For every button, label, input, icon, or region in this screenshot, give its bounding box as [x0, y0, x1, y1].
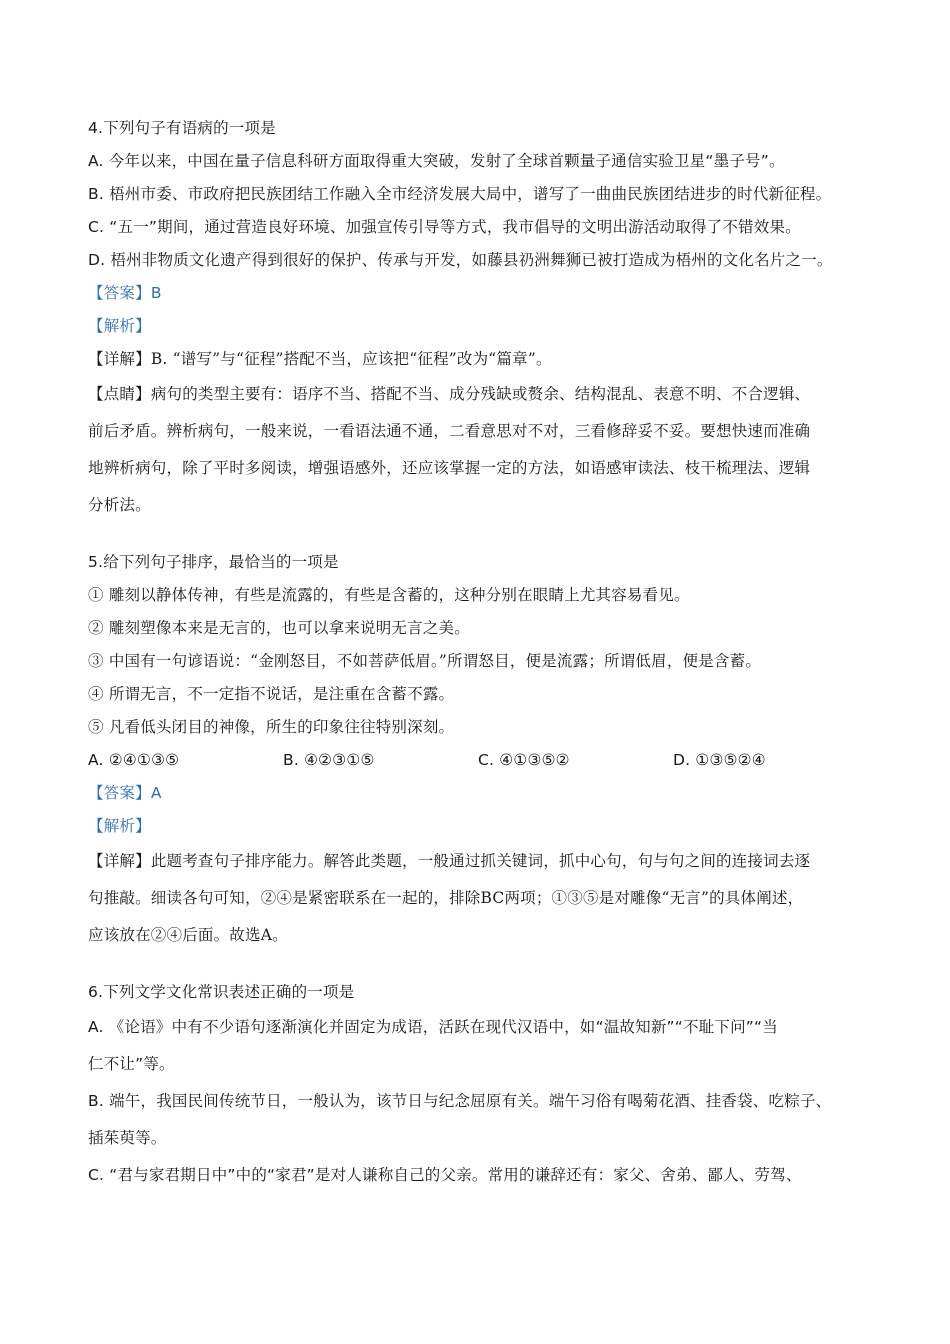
q4-option-b: B. 梧州市委、市政府把民族团结工作融入全市经济发展大局中，谱写了一曲曲民族团结进步的时代新征程。	[88, 185, 832, 203]
q4-detail	[88, 343, 878, 376]
q5-sentence-4: ④ 所谓无言，不一定指不说话，是注重在含蓄不露。	[88, 685, 455, 703]
q5-answer-value: A	[150, 784, 162, 802]
q4-answer	[88, 277, 878, 310]
q4-tip-label: 【点睛】	[88, 385, 151, 403]
q4-tip-line-4: 分析法。	[88, 496, 151, 514]
q6-stem: 6.下列文学文化常识表述正确的一项是	[88, 983, 355, 1001]
q5-stem: 5.给下列句子排序，最恰当的一项是	[88, 553, 339, 571]
q5-option-b: B. ④②③①⑤	[283, 751, 375, 769]
q5-sentence-5: ⑤ 凡看低头闭目的神像，所生的印象往往特别深刻。	[88, 718, 455, 736]
q5-detail-line-3: 应该放在②④后面。故选A。	[88, 926, 288, 944]
q5-option-a: A. ②④①③⑤	[88, 751, 180, 769]
q4-option-d: D. 梧州非物质文化遗产得到很好的保护、传承与开发，如藤县礽洲舞狮已被打造成为梧州的文化名片之一。	[88, 251, 833, 269]
q4-tip	[88, 376, 878, 524]
q5-answer	[88, 777, 878, 810]
document-page	[88, 112, 878, 1194]
q4-option-a: A. 今年以来，中国在量子信息科研方面取得重大突破，发射了全球首颗量子通信实验卫星“墨子号”。	[88, 152, 785, 170]
q5-option-d: D. ①③⑤②④	[673, 751, 766, 769]
q4-tip-line-1: 病句的类型主要有：语序不当、搭配不当、成分残缺或赘余、结构混乱、表意不明、不合逻辑、	[150, 385, 811, 403]
q6-line-4: 插茱萸等。	[88, 1129, 167, 1147]
q5-sentence-3: ③ 中国有一句谚语说：“金刚怒目，不如菩萨低眉。”所谓怒目，便是流露；所谓低眉，便是含蓄。	[88, 652, 762, 670]
q6-line-3: B. 端午，我国民间传统节日，一般认为，该节日与纪念屈原有关。端午习俗有喝菊花酒、挂香袋、吃粽子、	[88, 1092, 832, 1110]
q4-stem: 4.下列句子有语病的一项是	[88, 119, 276, 137]
q4-detail-label: 【详解】	[88, 350, 151, 368]
q5-options	[88, 744, 878, 777]
q5-sentence-2: ② 雕刻塑像本来是无言的，也可以拿来说明无言之美。	[88, 619, 470, 637]
q5-detail-label: 【详解】	[88, 852, 151, 870]
q6-line-2: 仁不让”等。	[88, 1055, 175, 1073]
q5-option-c: C. ④①③⑤②	[478, 751, 570, 769]
q5-answer-label: 【答案】	[88, 784, 151, 802]
q4-tip-line-3: 地辨析病句，除了平时多阅读，增强语感外，还应该掌握一定的方法，如语感审读法、枝干梳理法、逻辑	[88, 459, 811, 477]
q4-tip-line-2: 前后矛盾。辨析病句，一般来说，一看语法通不通，二看意思对不对，三看修辞妥不妥。要想快速而准确	[88, 422, 811, 440]
q5-sentence-1: ① 雕刻以静体传神，有些是流露的，有些是含蓄的，这种分别在眼睛上尤其容易看见。	[88, 586, 690, 604]
q6-line-5: C. “君与家君期日中”中的“家君”是对人谦称自己的父亲。常用的谦辞还有：家父、舍弟、鄙人、劳驾、	[88, 1166, 802, 1184]
q4-detail-text: B. “谱写”与“征程”搭配不当，应该把“征程”改为“篇章”。	[150, 350, 552, 368]
q4-answer-value: B	[150, 284, 162, 302]
q5-detail-line-2: 句推敲。细读各句可知，②④是紧密联系在一起的，排除BC两项；①③⑤是对雕像“无言”的具体阐述，	[88, 889, 804, 907]
q5-detail-line-1: 此题考查句子排序能力。解答此类题，一般通过抓关键词，抓中心句，句与句之间的连接词去逐	[150, 852, 811, 870]
q4-answer-label: 【答案】	[88, 284, 151, 302]
q4-analysis-label: 【解析】	[88, 317, 151, 335]
q6-line-1: A. 《论语》中有不少语句逐渐演化并固定为成语，活跃在现代汉语中，如“温故知新”“不耻下问”“当	[88, 1018, 778, 1036]
q5-detail	[88, 843, 878, 954]
q4-option-c: C. “五一”期间，通过营造良好环境、加强宣传引导等方式，我市倡导的文明出游活动取得了不错效果。	[88, 218, 801, 236]
q5-analysis-label: 【解析】	[88, 817, 151, 835]
